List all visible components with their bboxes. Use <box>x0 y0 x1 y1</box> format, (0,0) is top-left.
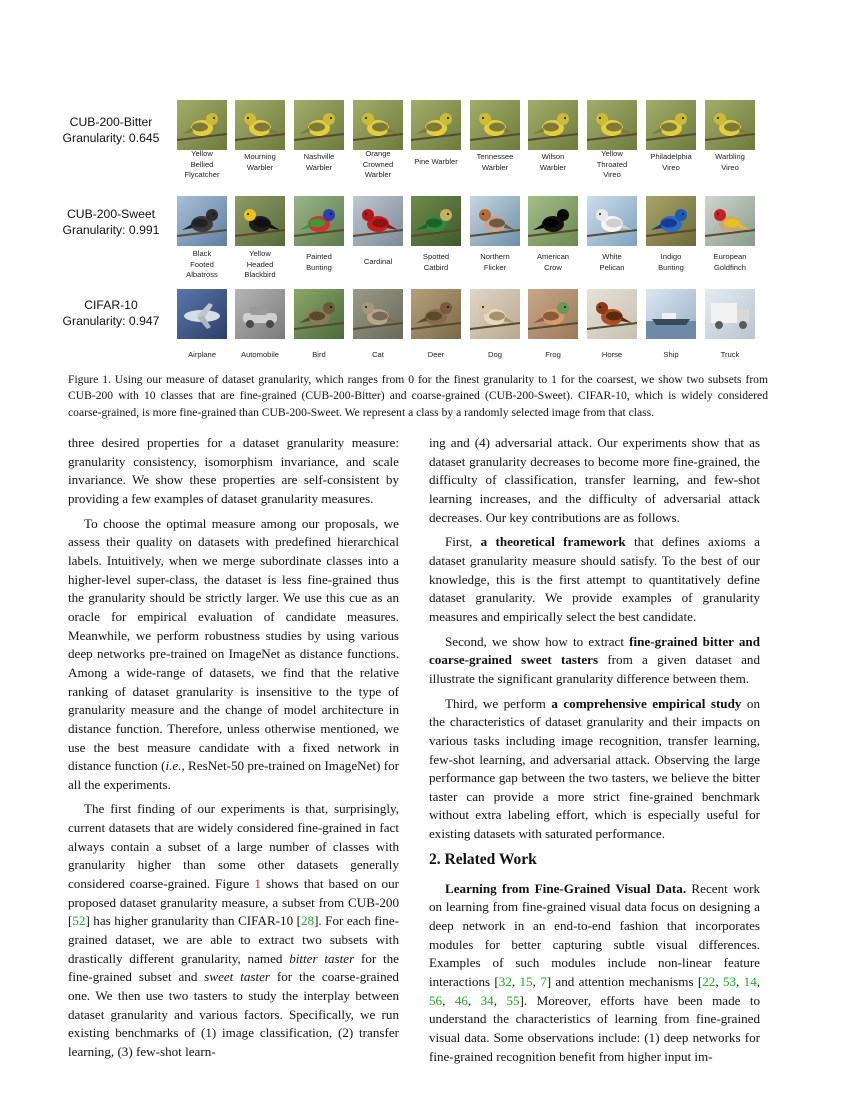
class-label-line: Pine Warbler <box>414 157 458 166</box>
citation-link[interactable]: 46 <box>454 992 468 1008</box>
citation-link[interactable]: 28 <box>300 913 315 929</box>
class-label <box>699 152 761 173</box>
text: ] has higher granularity than CIFAR-10 [ <box>85 913 301 929</box>
text: , ResNet-50 pre-trained on ImageNet) for all the experiments. <box>68 758 399 792</box>
class-label-line: Warbler <box>364 170 392 179</box>
text: , <box>756 974 761 990</box>
class-label <box>699 252 761 273</box>
figure-caption: Figure 1. Using our measure of dataset granularity, which ranges from 0 for the finest granularity to 1 for the coarsest, we show two subsets from CUB-200 with 10 classes that are fine-grained (CUB-200-Bitter) and coarse-grained (CUB-200-Sweet). CIFAR-10, which is widely considered coarse-grained, is more fine-grained than CUB-200-Sweet. We represent a class by a randomly selected image from that class. <box>68 373 768 419</box>
class-label-line: Northern <box>480 252 510 261</box>
text: for the coarse-grained one. We then use two tasters to study the interplay between dataset granularity and various factors. Specifically, we run existing benchmarks of (1) image classification, (2) transfer learning, (3) few-shot learn- <box>68 969 399 1059</box>
yellow-bird-icon <box>646 100 696 150</box>
class-label <box>464 252 526 273</box>
class-label-line: Flicker <box>483 262 507 272</box>
cardinal-icon <box>353 196 403 246</box>
class-label-line: Bunting <box>658 262 684 272</box>
paragraph <box>429 880 760 1067</box>
class-label <box>581 252 643 273</box>
thumbnail-image <box>177 289 227 339</box>
class-label <box>347 149 409 181</box>
emphasis: sweet taster <box>204 969 271 985</box>
thumbnail-image <box>177 100 227 150</box>
thumbnail-image <box>705 100 755 150</box>
class-label <box>288 152 350 173</box>
class-label-line: Warbling <box>715 152 745 161</box>
thumbnail-image <box>587 100 637 150</box>
class-label-line: Bunting <box>306 262 332 272</box>
thumbnail-image <box>470 100 520 150</box>
class-label <box>229 249 291 281</box>
text: First, <box>445 534 481 550</box>
pelican-icon <box>587 196 637 246</box>
thumbnail-image <box>353 100 403 150</box>
yellow-bird-icon <box>177 100 227 150</box>
class-label-line: Goldfinch <box>713 262 747 272</box>
thumbnail-image <box>528 100 578 150</box>
class-label <box>347 350 409 361</box>
text: ] and attention mechanisms [ <box>546 974 703 990</box>
left-column <box>68 434 399 1068</box>
class-label-line: Airplane <box>188 350 216 359</box>
class-label-line: Headed <box>246 259 274 269</box>
class-label <box>522 252 584 273</box>
bunting-icon <box>294 196 344 246</box>
text: on the characteristics of dataset granularity and their impacts on various tasks including image recognition, transfer learning, few-shot learning, and adversarial attack. Observing the large performance gap between the two tasters, we believe the bitter taster can provide a more strict fine-grained benchmark without extra labeling effort, which is especially useful for existing datasets with saturated performance. <box>429 695 761 842</box>
yellow-bird-icon <box>705 100 755 150</box>
citation-link[interactable]: 32 <box>498 974 512 990</box>
class-label <box>581 149 643 181</box>
class-label-line: Crow <box>544 262 562 272</box>
thumbnail-image <box>411 196 461 246</box>
text: , <box>511 974 520 990</box>
class-label <box>405 252 467 273</box>
section-heading: 2. Related Work <box>429 850 537 868</box>
class-label-line: Throated <box>596 159 628 169</box>
goldfinch-icon <box>705 196 755 246</box>
class-label-line: Vireo <box>721 162 739 172</box>
text: that defines axioms a dataset granularity measure should satisfy. To the best of our knowledge, this is the first attempt to quantitatively define dataset granularity. We provide examples of granularity measures and empirically select the best candidate. <box>429 534 760 624</box>
paragraph: ing and (4) adversarial attack. Our experiments show that as dataset granularity decreases to become more fine-grained, the difficulty of classification, transfer learning, and few-shot learning increases, and the difficulty of adversarial attack decreases. Our key contributions are as follows. <box>429 435 760 525</box>
class-label-line: Vireo <box>603 170 621 179</box>
dog-icon <box>470 289 520 339</box>
figure-1 <box>0 0 850 420</box>
class-label-line: Tennessee <box>476 152 514 161</box>
text: To choose the optimal measure among our proposals, we assess their quality on datasets with predefined hierarchical labels. Intuitively, when we merge subordinate classes into a higher-level super-class, the dataset is less fine-grained thus the granularity should be strictly larger. We use this cue as an oracle for empirical evaluation of candidate measures. Meanwhile, we perform robustness studies by using various deep networks pre-trained on ImageNet as distance functions. Among a wide-range of datasets, we find that the relative ranking of dataset granularity is insensitive to the type of granularity measure and the change of model architecture in distance function. Therefore, unless otherwise mentioned, we use the best measure candidate with a fixed network in distance function ( <box>68 515 399 774</box>
text: ]. Moreover, efforts have been made to understand the characteristics of learning from fine-grained visual data. Some observations include: (1) deep networks for fine-grained recognition benefit from higher input im- <box>429 992 761 1064</box>
thumbnail-image <box>177 196 227 246</box>
class-label <box>464 152 526 173</box>
class-label-line: European <box>713 252 747 261</box>
class-label <box>699 350 761 361</box>
class-label-line: Bellied <box>190 159 214 169</box>
class-label <box>464 350 526 361</box>
blackbird-icon <box>235 196 285 246</box>
cat-icon <box>353 289 403 339</box>
thumbnail-image <box>294 196 344 246</box>
citation-link[interactable]: 14 <box>743 974 757 990</box>
thumbnail-image <box>294 289 344 339</box>
text: Second, we show how to extract <box>445 633 630 649</box>
text: ]. For each fine-grained dataset, we are able to extract two subsets with drastically different granularity, named <box>68 913 399 966</box>
class-label-line: Warbler <box>246 162 274 172</box>
catbird-icon <box>411 196 461 246</box>
crow-icon <box>528 196 578 246</box>
emphasis: bitter taster <box>289 950 355 966</box>
class-label-line: Blackbird <box>244 270 276 279</box>
class-label-line: Mourning <box>244 152 276 161</box>
class-label-line: Spotted <box>422 252 450 261</box>
yellow-bird-icon <box>294 100 344 150</box>
text: for the fine-grained subset and <box>68 950 399 985</box>
class-label-line: Warbler <box>481 162 509 172</box>
yellow-bird-icon <box>235 100 285 150</box>
class-label-line: Truck <box>720 350 740 359</box>
row-title <box>52 206 170 238</box>
text: , <box>532 974 541 990</box>
citation-link[interactable]: 53 <box>722 974 737 990</box>
row-title <box>52 297 170 329</box>
class-label-line: Nashville <box>303 152 335 161</box>
bird-icon <box>294 289 344 339</box>
class-label <box>405 157 467 168</box>
class-label-line: Philadelphia <box>650 152 692 161</box>
class-label-line: Wilson <box>541 152 565 161</box>
dataset-name: CIFAR-10 <box>84 298 138 312</box>
bold-text: fine-grained bitter and coarse-grained sweet tasters <box>429 633 760 668</box>
citation-link[interactable]: 15 <box>519 974 533 990</box>
paragraph <box>68 800 399 1061</box>
text: Third, we perform <box>445 695 552 711</box>
thumbnail-image <box>646 100 696 150</box>
paragraph: three desired properties for a dataset granularity measure: granularity consistency, isomorphism invariance, and scale invariance. We show these properties are self-consistent by providing a few examples of dataset granularity measures. <box>68 435 399 506</box>
thumbnail-image <box>353 196 403 246</box>
class-label-line: White <box>602 252 622 261</box>
row-title <box>52 114 170 146</box>
class-label-line: Automobile <box>241 350 279 359</box>
text: , <box>467 992 481 1008</box>
class-label-line: American <box>536 252 570 261</box>
class-label-line: Yellow <box>191 149 213 158</box>
class-label <box>640 252 702 273</box>
class-label-line: Horse <box>601 350 623 359</box>
class-label-line: Indigo <box>660 252 682 261</box>
paragraph <box>68 515 399 795</box>
class-label <box>171 249 233 281</box>
citation-link[interactable]: 56 <box>429 992 443 1008</box>
yellow-bird-icon <box>411 100 461 150</box>
right-column <box>429 434 760 1072</box>
text: Recent work on learning from fine-grained visual data focus on designing a deep network in an end-to-end fashion that incorporates modules for better capturing subtle visual differences. Examples of such modules include non-linear feature interactions [ <box>429 880 760 990</box>
thumbnail-image <box>294 100 344 150</box>
figure-link[interactable]: 1 <box>254 876 261 892</box>
class-label-line: Dog <box>488 350 502 359</box>
class-label-line: Cardinal <box>363 257 393 266</box>
thumbnail-image <box>235 289 285 339</box>
thumbnail-image <box>353 289 403 339</box>
thumbnail-image <box>705 196 755 246</box>
indigo-bird-icon <box>646 196 696 246</box>
class-label-line: Flycatcher <box>184 170 220 179</box>
class-label-line: Cat <box>372 350 384 359</box>
class-label <box>581 350 643 361</box>
text: from a given dataset and illustrate the significant granularity difference between them. <box>429 652 760 686</box>
class-label <box>288 252 350 273</box>
thumbnail-image <box>235 100 285 150</box>
class-label-line: Black <box>192 249 212 258</box>
granularity-value: Granularity: 0.947 <box>62 314 160 328</box>
class-label <box>522 152 584 173</box>
citation-link[interactable]: 34 <box>480 992 494 1008</box>
dataset-name: CUB-200-Sweet <box>66 207 156 221</box>
class-label <box>347 257 409 268</box>
albatross-icon <box>177 196 227 246</box>
thumbnail-image <box>235 196 285 246</box>
text: The first finding of our experiments is that, surprisingly, current datasets that are widely considered fine-grained in fact always contain a subset of a large number of classes with granularity higher than some other datasets generally considered coarse-grained. Figure <box>68 801 399 892</box>
citation-link[interactable]: 55 <box>506 992 520 1008</box>
granularity-value: Granularity: 0.645 <box>62 131 160 145</box>
thumbnail-image <box>528 289 578 339</box>
dataset-name: CUB-200-Bitter <box>69 115 153 129</box>
ship-icon <box>646 289 696 339</box>
class-label <box>229 350 291 361</box>
class-label-line: Warbler <box>305 162 333 172</box>
class-label <box>640 350 702 361</box>
paragraph <box>429 633 760 689</box>
class-label-line: Frog <box>545 350 561 359</box>
thumbnail-image <box>528 196 578 246</box>
thumbnail-image <box>646 289 696 339</box>
class-label-line: Pelican <box>599 262 625 272</box>
thumbnail-image <box>470 196 520 246</box>
thumbnail-image <box>411 289 461 339</box>
granularity-value: Granularity: 0.991 <box>62 223 160 237</box>
class-label-line: Yellow <box>249 249 271 258</box>
frog-icon <box>528 289 578 339</box>
yellow-bird-icon <box>587 100 637 150</box>
class-label-line: Vireo <box>662 162 680 172</box>
horse-icon <box>587 289 637 339</box>
truck-icon <box>705 289 755 339</box>
yellow-bird-icon <box>528 100 578 150</box>
text: , <box>736 974 744 990</box>
text: , <box>715 974 723 990</box>
class-label <box>640 152 702 173</box>
class-label-line: Albatross <box>186 270 218 279</box>
yellow-bird-icon <box>353 100 403 150</box>
class-label <box>288 350 350 361</box>
paragraph <box>429 533 760 626</box>
run-in-heading: Learning from Fine-Grained Visual Data. <box>445 880 687 896</box>
citation-link[interactable]: 7 <box>540 974 547 990</box>
class-label-line: Yellow <box>601 149 623 158</box>
bold-text: a comprehensive empirical study <box>551 695 742 711</box>
airplane-icon <box>177 289 227 339</box>
citation-link[interactable]: 52 <box>72 913 86 929</box>
class-label-line: Orange <box>365 149 391 158</box>
thumbnail-image <box>587 289 637 339</box>
class-label <box>229 152 291 173</box>
thumbnail-image <box>705 289 755 339</box>
paragraph <box>429 695 760 844</box>
yellow-bird-icon <box>470 100 520 150</box>
class-label <box>522 350 584 361</box>
text: , <box>493 992 507 1008</box>
thumbnail-image <box>646 196 696 246</box>
class-label-line: Bird <box>312 350 326 359</box>
citation-link[interactable]: 22 <box>702 974 716 990</box>
class-label-line: Footed <box>190 259 214 269</box>
text: , <box>442 992 455 1008</box>
class-label-line: Ship <box>663 350 679 359</box>
bold-text: a theoretical framework <box>480 534 626 550</box>
thumbnail-image <box>411 100 461 150</box>
class-label-line: Warbler <box>539 162 567 172</box>
automobile-icon <box>235 289 285 339</box>
class-label-line: Crowned <box>362 159 394 169</box>
flicker-icon <box>470 196 520 246</box>
class-label-line: Deer <box>427 350 445 359</box>
class-label-line: Catbird <box>423 262 449 272</box>
thumbnail-image <box>470 289 520 339</box>
deer-icon <box>411 289 461 339</box>
class-label <box>171 350 233 361</box>
class-label-line: Painted <box>306 252 332 261</box>
class-label <box>171 149 233 181</box>
thumbnail-image <box>587 196 637 246</box>
text: shows that based on our proposed dataset granularity measure, a subset from CUB-200 [ <box>68 876 399 929</box>
emphasis: i.e. <box>165 758 182 774</box>
class-label <box>405 350 467 361</box>
